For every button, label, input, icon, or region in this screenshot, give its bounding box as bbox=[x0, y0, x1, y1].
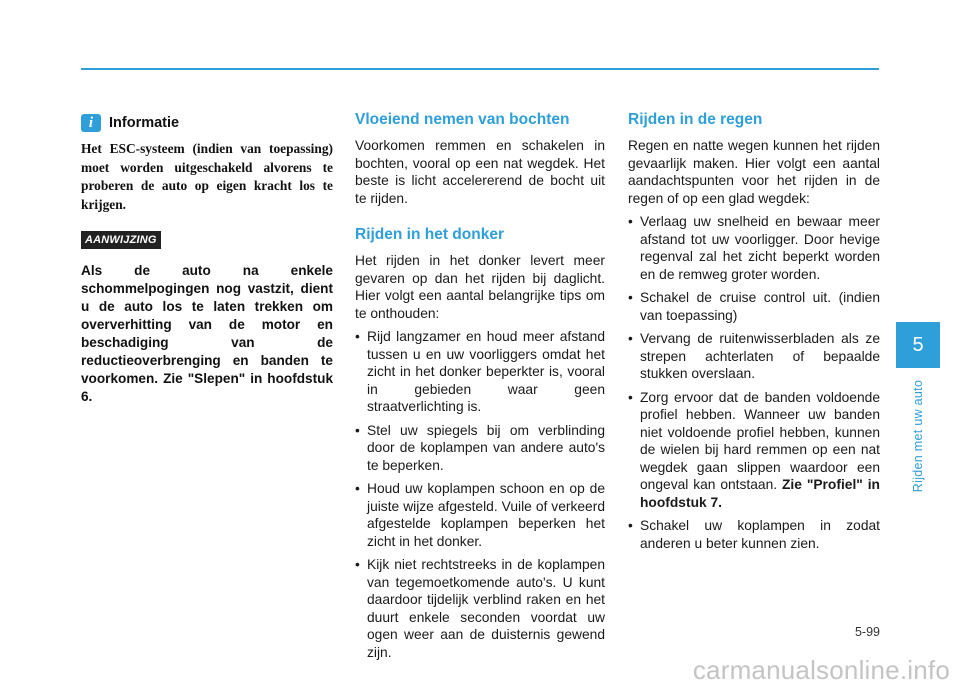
section-title-rain: Rijden in de regen bbox=[628, 111, 763, 128]
section-title-night: Rijden in het donker bbox=[355, 226, 504, 243]
notice-block bbox=[81, 230, 333, 406]
page-number: 5-99 bbox=[854, 625, 880, 639]
list-item bbox=[628, 389, 880, 512]
chapter-title: Rijden met uw auto bbox=[911, 379, 925, 493]
rain-intro: Regen en natte wegen kunnen het rijden gevaarlijk maken. Hier volgt een aantal aandachtspunten voor het rijden in de regen of op een glad wegdek: bbox=[628, 138, 880, 206]
column-right bbox=[628, 100, 880, 558]
list-item: • Verlaag uw snelheid en bewaar meer afstand tot uw voorligger. Door hevige regenval zal het zicht beperkt worden en de remweg groter worden. bbox=[628, 213, 880, 283]
notice-text: Als de auto na enkele schommelpogingen nog vastzit, dient u de auto los te laten trekken om oververhitting van de motor en beschadiging van de reductieoverbrenging en banden te voorkomen. Zie "Slepen" in hoofdstuk 6. bbox=[81, 263, 333, 404]
info-header bbox=[81, 114, 333, 132]
watermark: carmanualsonline.info bbox=[692, 655, 950, 685]
list-item: • Vervang de ruitenwisserbladen als ze strepen achterlaten of bepaalde stukken overslaan. bbox=[628, 330, 880, 383]
curves-text: Voorkomen remmen en schakelen in bochten, vooral op een nat wegdek. Het beste is licht accelererend de bocht uit te rijden. bbox=[355, 138, 605, 206]
list-item: • Stel uw spiegels bij om verblinding door de koplampen van andere auto's te beperken. bbox=[355, 422, 605, 475]
notice-badge: AANWIJZING bbox=[81, 231, 161, 249]
list-item: • Rijd langzamer en houd meer afstand tussen u en uw voorliggers omdat het zicht in het donker beperkter is, vooral in gebieden waar geen straatverlichting is. bbox=[355, 328, 605, 416]
list-item: • Schakel de cruise control uit. (indien van toepassing) bbox=[628, 289, 880, 324]
info-text: Het ESC-systeem (indien van toepassing) moet worden uitgeschakeld alvorens te proberen de auto op eigen kracht los te krijgen. bbox=[81, 141, 333, 212]
info-title: Informatie bbox=[109, 115, 180, 131]
tires-reference: Zie "Profiel" in hoofdstuk 7. bbox=[640, 477, 880, 510]
night-intro: Het rijden in het donker levert meer gevaren op dan het rijden bij daglicht. Hier volgt een aantal belangrijke tips om te onthouden: bbox=[355, 253, 605, 321]
column-middle bbox=[355, 100, 605, 667]
night-tips-list bbox=[355, 328, 605, 661]
tires-text: Zorg ervoor dat de banden voldoende profiel hebben. Wanneer uw banden niet voldoende profiel hebben, kunnen de wielen bij hard remmen op een nat wegdek gaan slippen waardoor een ongeval kan ontstaan. bbox=[640, 389, 880, 492]
chapter-tab: 5 bbox=[896, 322, 940, 368]
list-item: • Houd uw koplampen schoon en op de juiste wijze afgesteld. Vuile of verkeerd afgestelde koplampen beperken het zicht in het donker. bbox=[355, 480, 605, 550]
info-icon: i bbox=[81, 114, 101, 132]
list-item: • Kijk niet rechtstreeks in de koplampen van tegemoetkomende auto's. U kunt daardoor tijdelijk verblind raken en het duurt enkele seconden voordat uw ogen weer aan de duisternis gewend zijn. bbox=[355, 556, 605, 661]
rain-tips-list bbox=[628, 213, 880, 552]
column-left bbox=[81, 100, 333, 406]
header-rule bbox=[81, 68, 879, 70]
list-item: • Schakel uw koplampen in zodat anderen u beter kunnen zien. bbox=[628, 517, 880, 552]
section-title-curves: Vloeiend nemen van bochten bbox=[355, 111, 570, 128]
